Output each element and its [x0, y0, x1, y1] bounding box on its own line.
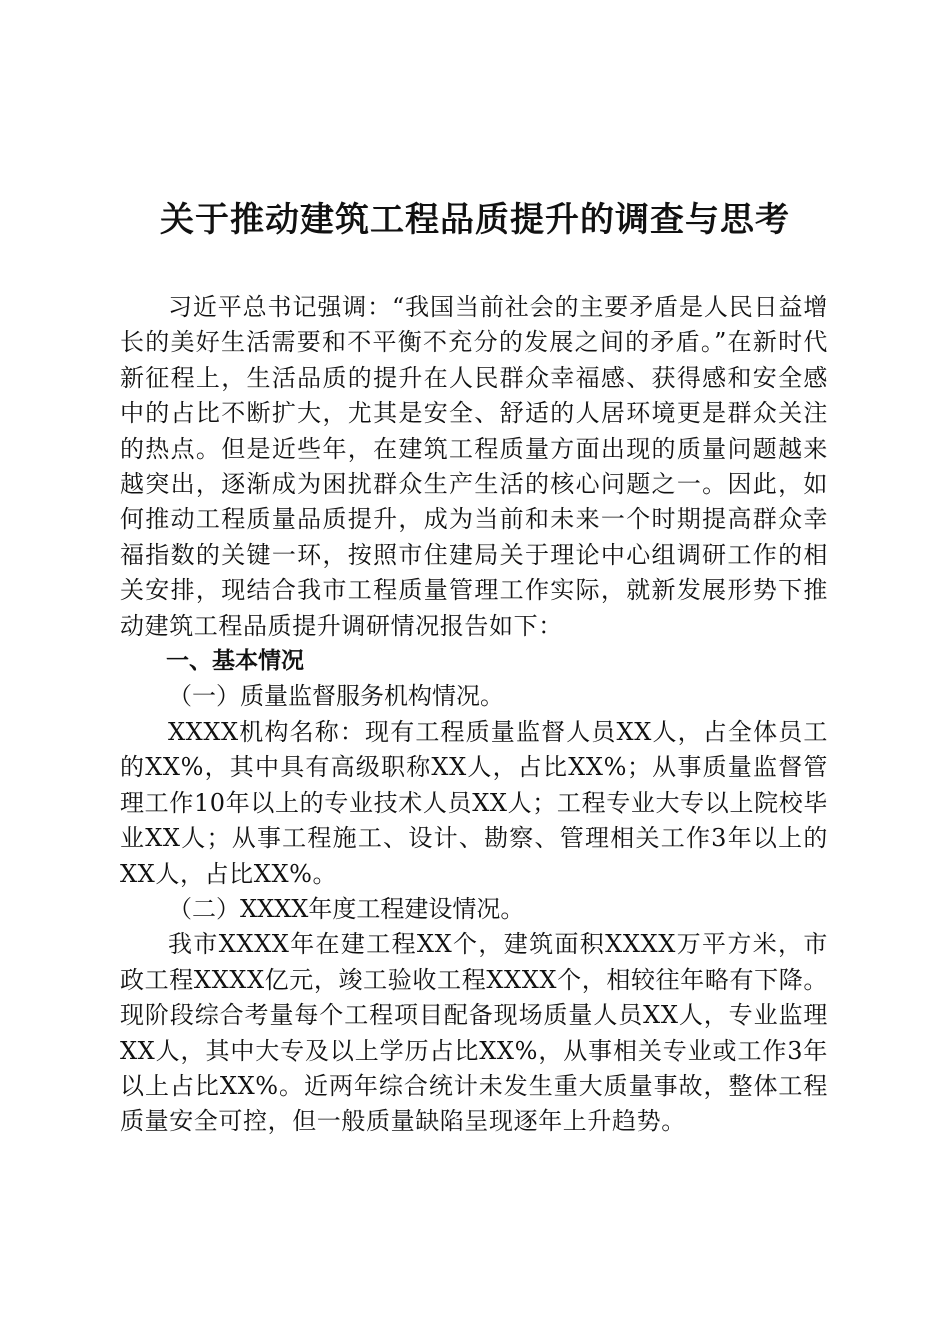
document-body [120, 290, 828, 1140]
section-heading-basic-situation: 一、基本情况 [166, 648, 304, 675]
supervision-agency-paragraph: XXXX机构名称：现有工程质量监督人员XX人，占全体员工的XX%，其中具有高级职称XX人，占比XX%；从事质量监督管理工作10年以上的专业技术人员XX人；工程专业大专以上院校毕业XX人；从事工程施工、设计、勘察、管理相关工作3年以上的XX人，占比XX%。 [120, 717, 828, 888]
document-title: 关于推动建筑工程品质提升的调查与思考 [160, 200, 790, 240]
annual-construction-paragraph: 我市XXXX年在建工程XX个，建筑面积XXXX万平方米，市政工程XXXX亿元，竣工验收工程XXXX个，相较往年略有下降。现阶段综合考量每个工程项目配备现场质量人员XX人，专业监理XX人，其中大专及以上学历占比XX%，从事相关专业或工作3年以上占比XX%。近两年综合统计未发生重大质量事故，整体工程质量安全可控，但一般质量缺陷呈现逐年上升趋势。 [120, 930, 828, 1136]
intro-paragraph: 习近平总书记强调：“我国当前社会的主要矛盾是人民日益增长的美好生活需要和不平衡不充分的发展之间的矛盾。”在新时代新征程上，生活品质的提升在人民群众幸福感、获得感和安全感中的占比不断扩大，尤其是安全、舒适的人居环境更是群众关注的热点。但是近些年，在建筑工程质量方面出现的质量问题越来越突出，逐渐成为困扰群众生产生活的核心问题之一。因此，如何推动工程质量品质提升，成为当前和未来一个时期提高群众幸福指数的关键一环，按照市住建局关于理论中心组调研工作的相关安排，现结合我市工程质量管理工作实际，就新发展形势下推动建筑工程品质提升调研情况报告如下： [120, 293, 828, 640]
subsection-heading-supervision-agency: （一）质量监督服务机构情况。 [168, 682, 504, 711]
subsection-heading-annual-construction: （二）XXXX年度工程建设情况。 [168, 894, 525, 923]
